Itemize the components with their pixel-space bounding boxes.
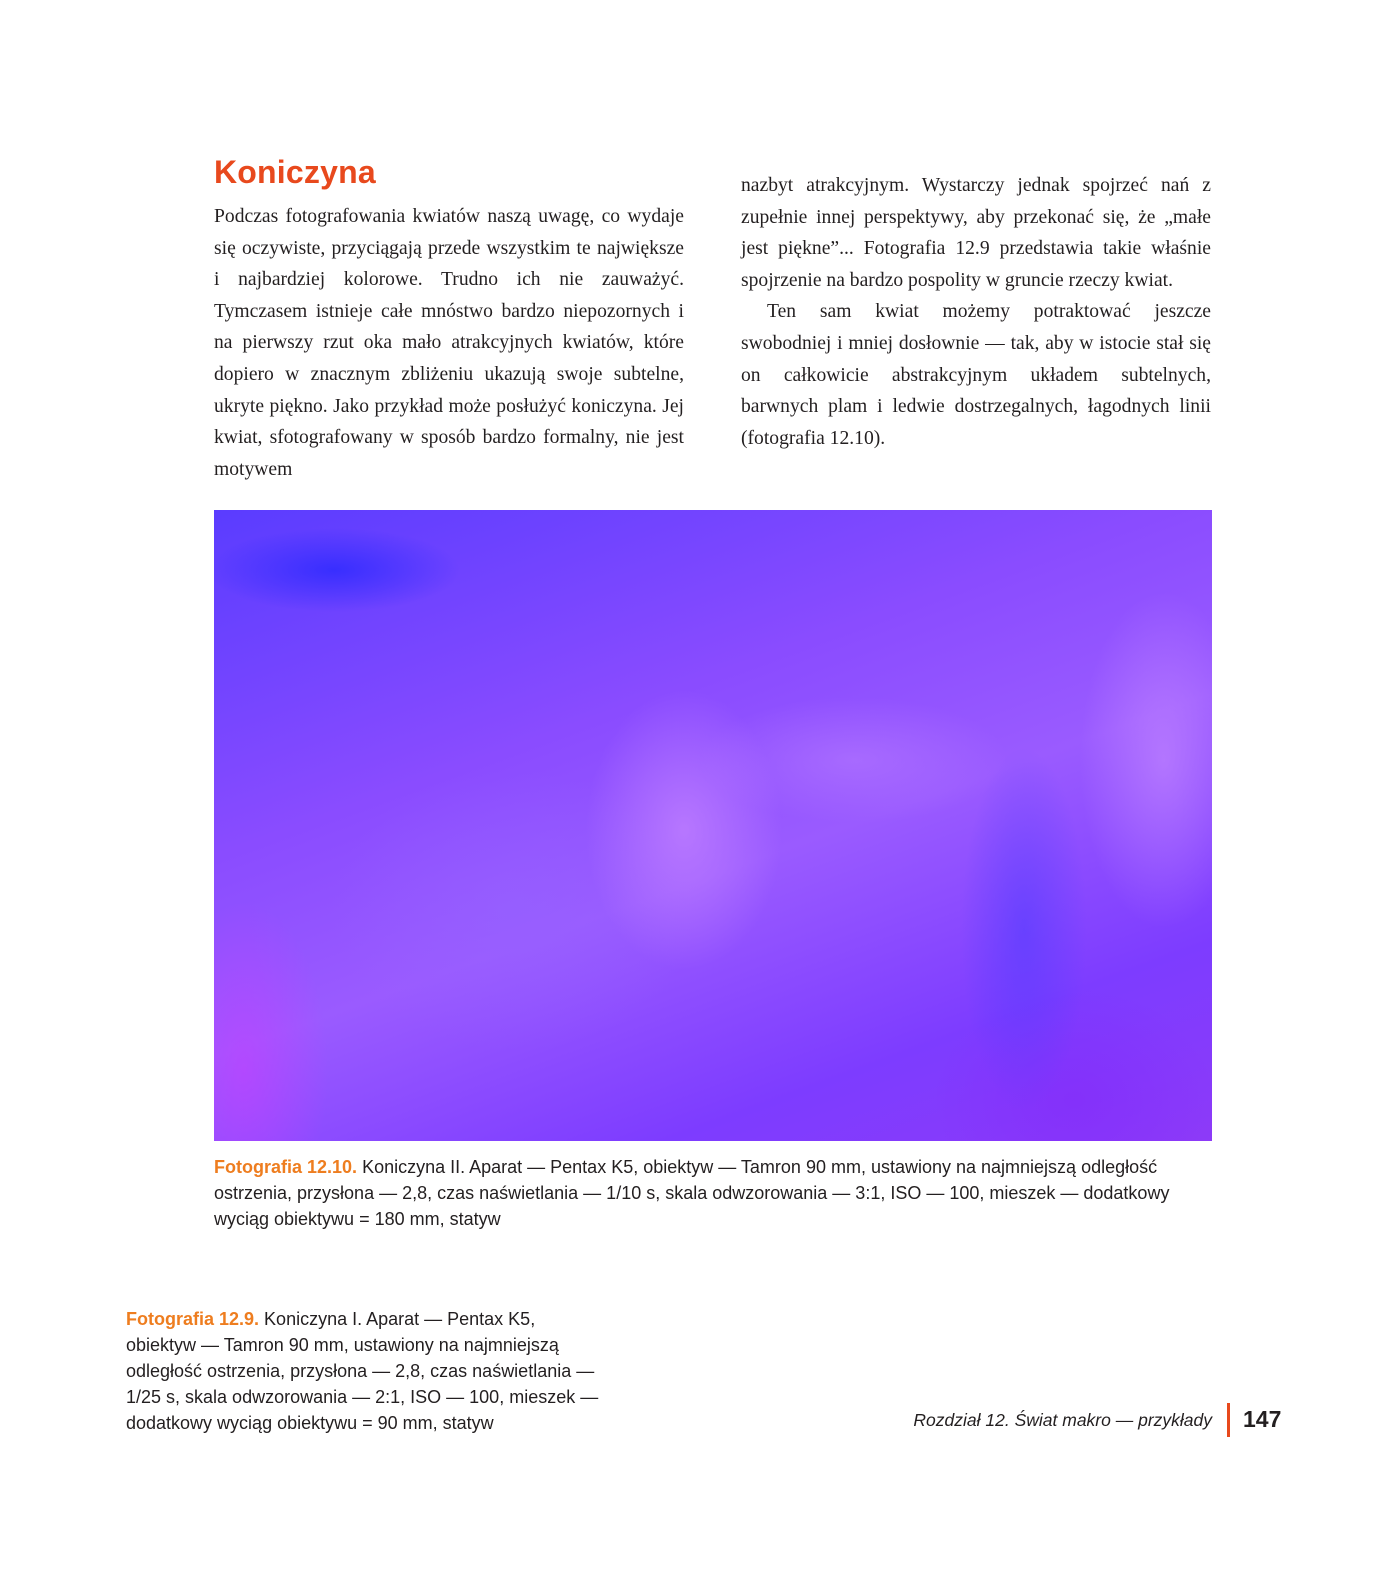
figure-caption-text: Koniczyna I. Aparat — Pentax K5, obiektyw — Tamron 90 mm, ustawiony na najmniejszą odległość ostrzenia, przysłona — 2,8, czas naświetlania — 1/25 s, skala odwzorowania — 2:1, ISO — 100, mieszek — dodatkowy wyciąg obiektywu = 90 mm, statyw (126, 1309, 599, 1433)
figure-label: Fotografia 12.9. (126, 1309, 260, 1329)
body-paragraph: Ten sam kwiat możemy potraktować jeszcze swobodniej i mniej dosłownie — tak, aby w istocie stał się on całkowicie abstrakcyjnym układem subtelnych, barwnych plam i ledwie dostrzegalnych, łagodnych linii (fotografia 12.10). (741, 301, 1211, 449)
running-footer-chapter: Rozdział 12. Świat makro — przykłady (913, 1410, 1212, 1430)
figure-caption-side (126, 1306, 604, 1436)
footer-divider (1227, 1403, 1230, 1437)
figure-label: Fotografia 12.10. (214, 1157, 358, 1177)
figure-caption-main (214, 1154, 1194, 1232)
figure-caption-text: Koniczyna II. Aparat — Pentax K5, obiektyw — Tamron 90 mm, ustawiony na najmniejszą odległość ostrzenia, przysłona — 2,8, czas naświetlania — 1/10 s, skala odwzorowania — 3:1, ISO — 100, mieszek — dodatkowy wyciąg obiektywu = 180 mm, statyw (214, 1157, 1170, 1229)
text-column-left (214, 201, 684, 485)
photo-abstract-clover (214, 510, 1212, 1141)
section-heading: Koniczyna (214, 154, 376, 190)
page-number: 147 (1243, 1406, 1282, 1432)
body-paragraph: nazbyt atrakcyjnym. Wystarczy jednak spojrzeć nań z zupełnie innej perspektywy, aby przekonać się, że „małe jest piękne”... Fotografia 12.9 przedstawia takie właśnie spojrzenie na bardzo pospolity w gruncie rzeczy kwiat. (741, 175, 1211, 291)
body-paragraph: Podczas fotografowania kwiatów naszą uwagę, co wydaje się oczywiste, przyciągają przede wszystkim te największe i najbardziej kolorowe. Trudno ich nie zauważyć. Tymczasem istnieje całe mnóstwo bardzo niepozornych i na pierwszy rzut oka mało atrakcyjnych kwiatów, które dopiero w znacznym zbliżeniu ukazują swoje subtelne, ukryte piękno. Jako przykład może posłużyć koniczyna. Jej kwiat, sfotografowany w sposób bardzo formalny, nie jest motywem (214, 206, 684, 480)
text-column-right (741, 170, 1211, 454)
